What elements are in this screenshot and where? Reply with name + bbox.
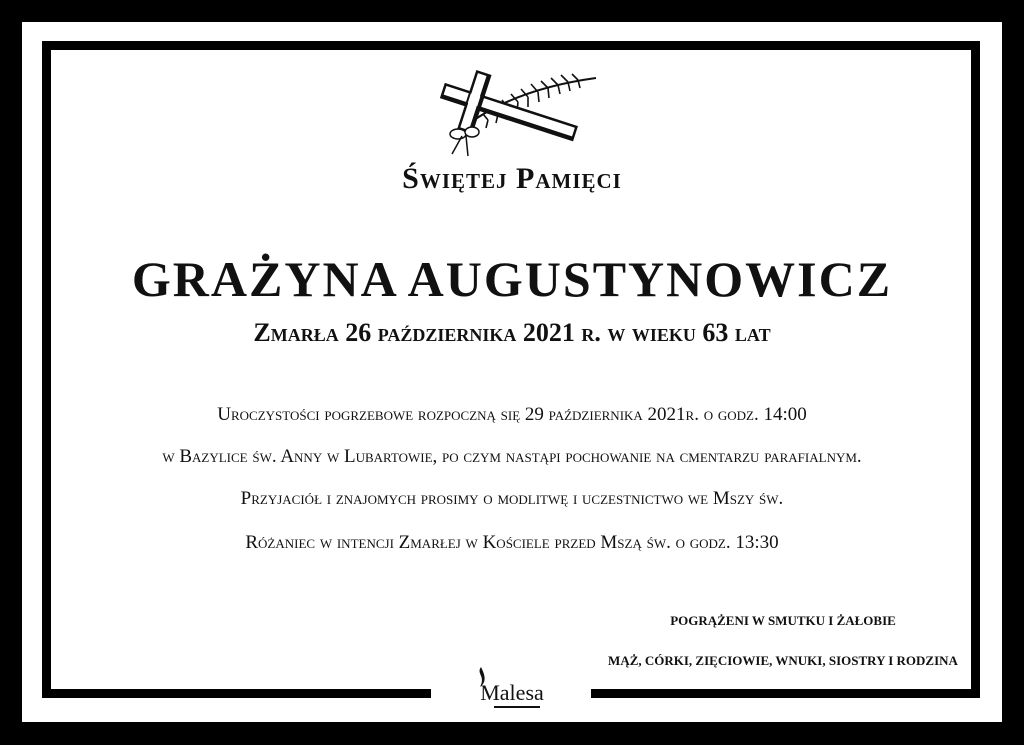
- funeral-detail-line: Uroczystości pogrzebowe rozpoczną się 29 października 2021r. o godz. 14:00: [217, 404, 807, 425]
- funeral-detail-line: w Bazylice św. Anny w Lubartowie, po czym nastąpi pochowanie na cmentarzu parafialnym.: [162, 446, 862, 467]
- mourners-heading: POGRĄŻENI W SMUTKU I ŻAŁOBIE: [670, 613, 896, 628]
- deceased-name: GRAŻYNA AUGUSTYNOWICZ: [131, 251, 893, 307]
- funeral-detail-line: Różaniec w intencji Zmarłej w Kościele przed Mszą św. o godz. 13:30: [245, 532, 779, 553]
- logo-underline: [494, 706, 540, 708]
- death-date-line: Zmarła 26 października 2021 r. w wieku 63 lat: [253, 318, 771, 347]
- logo-text: Malesa: [480, 680, 544, 705]
- malesa-logo: [466, 666, 558, 712]
- frame-bottom-right: [591, 689, 980, 698]
- heading-in-memory: Świętej Pamięci: [402, 162, 622, 195]
- mourners-list: MĄŻ, CÓRKI, ZIĘCIOWIE, WNUKI, SIOSTRY I RODZINA: [608, 653, 958, 668]
- frame-bottom-left: [42, 689, 431, 698]
- funeral-detail-line: Przyjaciół i znajomych prosimy o modlitwę i uczestnictwo we Mszy św.: [240, 488, 784, 509]
- cross-with-palm-icon: [428, 70, 600, 160]
